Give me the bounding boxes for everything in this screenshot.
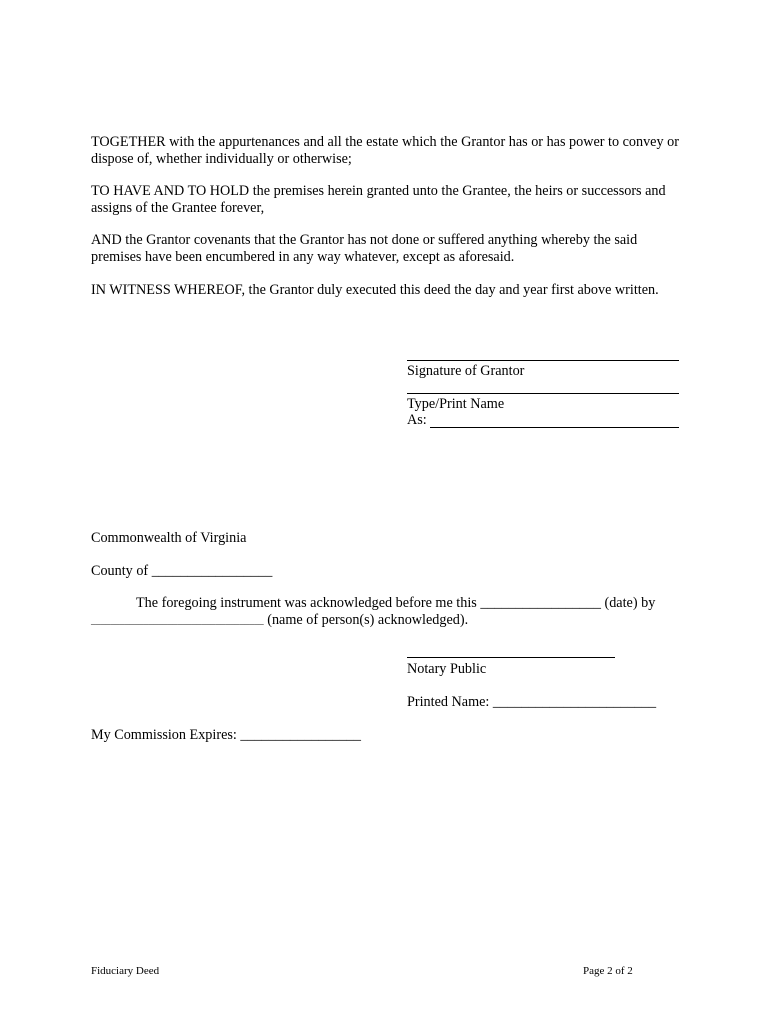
printed-name-blank[interactable]: _______________________ bbox=[492, 694, 657, 710]
county-label: County of bbox=[91, 563, 149, 579]
instrument-text: The foregoing instrument was acknowledged before me this bbox=[136, 595, 477, 611]
notary-public-label: Notary Public bbox=[407, 661, 487, 677]
grantor-capacity-label: As: bbox=[407, 412, 427, 428]
commission-expires-line bbox=[91, 727, 361, 744]
person-blank[interactable]: ____________________________________ bbox=[91, 616, 264, 627]
grantor-name-label: Type/Print Name bbox=[407, 396, 505, 412]
commonwealth-heading: Commonwealth of Virginia bbox=[91, 530, 247, 546]
county-blank[interactable]: _________________ bbox=[151, 563, 273, 579]
grantor-name-line[interactable] bbox=[407, 393, 679, 394]
date-blank[interactable]: _________________ bbox=[480, 595, 601, 611]
witness-paragraph: IN WITNESS WHEREOF, the Grantor duly executed this deed the day and year first above written. bbox=[91, 282, 659, 298]
together-paragraph: TOGETHER with the appurtenances and all the estate which the Grantor has or has power to convey or dispose of, whether individually or otherwise; bbox=[91, 134, 679, 167]
notary-signature-line[interactable] bbox=[407, 657, 615, 658]
footer-document-name: Fiduciary Deed bbox=[91, 965, 160, 977]
acknowledgment-statement bbox=[136, 595, 655, 612]
grantor-signature-line[interactable] bbox=[407, 360, 679, 361]
commission-label: My Commission Expires: bbox=[91, 727, 237, 743]
habendum-paragraph: TO HAVE AND TO HOLD the premises herein granted unto the Grantee, the heirs or successors and assigns of the Grantee forever, bbox=[91, 183, 666, 216]
county-line bbox=[91, 563, 272, 580]
grantor-signature-label: Signature of Grantor bbox=[407, 363, 525, 379]
printed-name-label: Printed Name: bbox=[407, 694, 490, 710]
footer-page-number: Page 2 of 2 bbox=[583, 965, 633, 977]
commission-blank[interactable]: _________________ bbox=[240, 727, 361, 743]
person-label: (name of person(s) acknowledged). bbox=[267, 612, 469, 628]
printed-name-line bbox=[407, 694, 656, 711]
acknowledged-person-line bbox=[91, 612, 468, 630]
covenant-paragraph: AND the Grantor covenants that the Grantor has not done or suffered anything whereby the said premises have been encumbered in any way whatever, except as aforesaid. bbox=[91, 232, 638, 265]
grantor-capacity-line[interactable] bbox=[430, 427, 679, 428]
date-label: (date) by bbox=[604, 595, 656, 611]
